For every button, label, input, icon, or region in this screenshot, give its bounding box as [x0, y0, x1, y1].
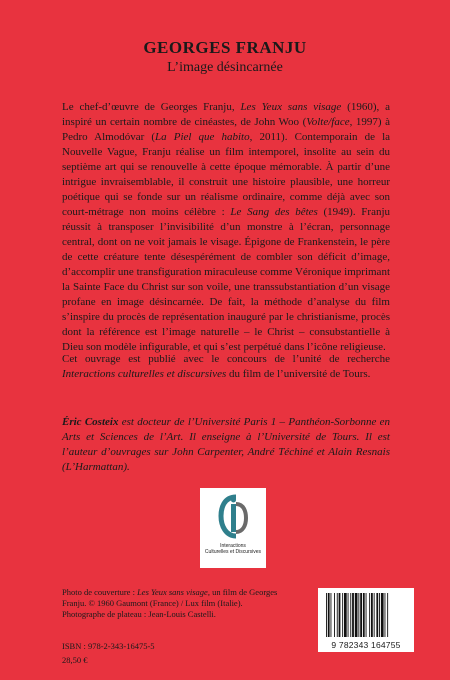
barcode-bar — [348, 593, 349, 637]
logo-caption — [200, 543, 266, 555]
barcode — [318, 588, 414, 652]
book-subtitle: L’image désincarnée — [167, 60, 283, 75]
barcode-bar — [326, 593, 327, 637]
logo-caption-line: Culturelles et Discursives — [204, 549, 262, 555]
barcode-bar — [387, 593, 388, 637]
barcode-bar — [328, 593, 330, 637]
price-label: 28,50 € — [62, 655, 88, 665]
logo-caption-line: Interactions — [220, 543, 246, 549]
barcode-bars-icon — [324, 593, 408, 639]
author-bio — [62, 415, 390, 475]
barcode-bar — [339, 593, 341, 637]
funding-note — [62, 352, 390, 382]
credit-film-title: Les Yeux sans visage — [137, 587, 208, 597]
funding-part: du film de l’université de Tours. — [226, 368, 371, 380]
barcode-bar — [350, 593, 351, 637]
author-name: Éric Costeix — [62, 416, 119, 428]
barcode-bar — [360, 593, 362, 637]
barcode-bar — [342, 593, 343, 637]
photo-credit — [62, 587, 282, 620]
synopsis-part: (1949). Franju réussit à transposer l’invisibilité d’un monstre à l’écran, personnage central, dont on ne voit jamais le visage. Épigone de Frankenstein, le père de cette créature tente désespérément de combler son déficit d’image, d’accomplir une transfiguration miraculeuse comme Véronique imprimant la Sainte Face du Christ sur son voile, une transsubstantiation d’un visage profane en image désincarnée. De fait, la méthode d’analyse du film s’inspire du procès de représentation inauguré par le christianisme, procès dont la référence est l’image naturelle – le Christ – consubstantielle à Dieu son modèle infigurable, et qui s’est perpétué dans l’icône religieuse. — [62, 206, 391, 353]
isbn-label: ISBN : 978-2-343-16475-5 — [62, 641, 155, 651]
book-title: GEORGES FRANJU — [143, 38, 307, 57]
credit-part: Photo de couverture : — [62, 587, 138, 597]
film-title: La Piel que habito — [155, 131, 250, 143]
synopsis-part: (1960), a inspiré un certain nombre de cinéastes, de John Woo ( — [62, 101, 390, 128]
synopsis-part: , 1997) à Pedro Almodóvar ( — [62, 116, 390, 143]
synopsis-text — [62, 100, 390, 355]
barcode-bar — [344, 593, 347, 637]
publisher-logo — [200, 488, 266, 568]
credit-part: , un film de Georges Franju. © 1960 Gaumont (France) / Lux film (Italie). — [62, 587, 278, 608]
barcode-bar — [385, 593, 386, 637]
barcode-bar — [379, 593, 380, 637]
barcode-bar — [355, 593, 358, 637]
author-bio-text: est docteur de l’Université Paris 1 – Panthéon-Sorbonne en Arts et Sciences de l’Art. Il enseigne à l’Université de Tours. Il est l’auteur d’ouvrages sur John Carpenter, André Téchiné et Alain Resnais (L’Harmattan). — [62, 416, 391, 473]
barcode-bar — [366, 593, 367, 637]
film-title: Volte/face — [306, 116, 350, 128]
barcode-bar — [358, 593, 359, 637]
barcode-bar — [374, 593, 375, 637]
research-unit: Interactions culturelles et discursives — [62, 368, 227, 380]
barcode-bar — [363, 593, 365, 637]
barcode-digits: 9 782343 164755 — [331, 640, 401, 650]
icd-logo-icon — [218, 494, 248, 540]
barcode-bar — [337, 593, 338, 637]
barcode-bar — [381, 593, 384, 637]
photographer-credit: Photographe de plateau : Jean-Louis Castelli. — [62, 609, 216, 619]
synopsis-part: , 2011). Contemporain de la Nouvelle Vague, Franju réalise un film intemporel, insolite au sein du septième art qui se renouvelle à cette époque mémorable. À partir d’une intrigue invraisemblable, il construit une histoire plausible, une horreur poétique qui se fonde sur un réalisme ordinaire, comme déjà avec son court-métrage non moins célèbre : — [62, 131, 391, 218]
film-title: Les Yeux sans visage — [240, 101, 342, 113]
barcode-bar — [371, 593, 373, 637]
barcode-bar — [331, 593, 332, 637]
barcode-bar — [352, 593, 354, 637]
barcode-bar — [369, 593, 370, 637]
film-title: Le Sang des bêtes — [230, 206, 318, 218]
funding-part: Cet ouvrage est publié avec le concours de l’unité de recherche — [62, 353, 390, 365]
barcode-bar — [334, 593, 335, 637]
synopsis-part: Le chef-d’œuvre de Georges Franju, — [62, 101, 241, 113]
barcode-bar — [376, 593, 378, 637]
